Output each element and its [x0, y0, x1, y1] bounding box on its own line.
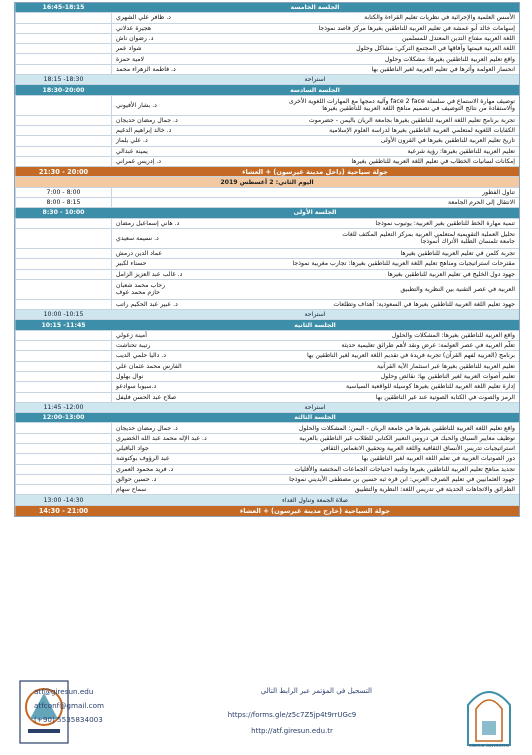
time-cell: 11:45 -12:00 — [15, 403, 111, 412]
time-cell — [15, 382, 111, 391]
speaker-name: د. غالب عبد العزيز الزامل — [111, 270, 219, 279]
talk-title: تناول الفطور — [482, 188, 515, 196]
speaker-name: هجيرة عدلاني — [111, 24, 219, 33]
talk-title: توصيف مهارة الاستماع في سلسلة face 2 face وآلية دمجها مع المهارات اللغوية الأخرى — [288, 98, 515, 106]
registration-link[interactable]: https://forms.gle/z5c7Z5jp4t9rrUGc9 — [227, 711, 357, 719]
schedule-row — [15, 475, 519, 485]
time-cell — [15, 157, 111, 166]
speaker-name: د. بشار الأفيوني — [116, 101, 157, 109]
schedule-row — [15, 157, 519, 167]
talk-title: تجربة برنامج تعليم اللغة العربية للناطقين بغيرها بجامعة الريان باليمن - حضرموت — [308, 116, 515, 124]
schedule-row — [15, 188, 519, 198]
talk-title: إسهامات خالد أبو عمشة في تعليم العربية للناطقين بغيرها مركز قاصد نموذجا — [318, 24, 515, 32]
talk-title-cell — [219, 229, 519, 248]
phone-number: (+90) 5535834003 — [34, 715, 103, 724]
time-cell — [15, 44, 111, 53]
schedule-row — [15, 13, 519, 23]
talk-title: جهود دول الخليج في تعليم العربية للناطقين بغيرها — [387, 270, 515, 278]
schedule-row — [15, 280, 519, 300]
time-cell — [15, 331, 111, 340]
session-title: الجلسة السادسة — [290, 86, 340, 94]
time-cell — [15, 300, 111, 309]
speaker-name: د.سيوبا سوادعو — [111, 382, 219, 391]
talk-title: الرمز والصوت في الكتابة الصوتية عند غير الناطقين بها — [375, 393, 515, 401]
schedule-row — [15, 34, 519, 44]
speaker-name: د. فاطمة الزهراء محمد — [111, 65, 219, 74]
talk-title: العربية في عصر التقنية بين النظرية والتطبيق — [400, 285, 515, 293]
schedule-row — [15, 506, 519, 516]
speaker-name: يمينة عبدالي — [111, 147, 219, 156]
time-cell — [15, 126, 111, 135]
time-cell — [15, 24, 111, 33]
university-logo-icon — [462, 681, 516, 749]
time-cell — [15, 362, 111, 371]
talk-title: اللغة العربية قيمتها وآفاقها في المجتمع التركي: مشاكل وحلول — [356, 45, 515, 53]
schedule-row — [15, 54, 519, 64]
talk-title: تعليم العربية للناطقين بغيرها: رؤية شرعية — [407, 147, 515, 155]
talk-title: تجربة كلمن في تعليم العربية للناطقين بغيرها — [400, 250, 515, 258]
time-cell — [15, 34, 111, 43]
speaker-name: عماد الدين درمش — [111, 249, 219, 258]
speaker-name: د. داليا حلمي الديب — [111, 351, 219, 360]
talk-title-cell — [219, 280, 519, 299]
schedule-row — [15, 362, 519, 372]
schedule-row — [15, 465, 519, 475]
time-cell — [15, 341, 111, 350]
speaker-name: د. جمال رمضان حديجان — [111, 423, 219, 432]
talk-title: إدارة تعليم اللغة العربية للناطقين بغيرها كوسيلة للواقعية السياسية — [346, 383, 515, 391]
time-cell — [15, 249, 111, 258]
speaker-cell — [111, 280, 219, 299]
speaker-name: د. إدريس عمراني — [111, 157, 219, 166]
time-cell — [15, 423, 111, 432]
schedule-row — [15, 198, 519, 208]
speaker-name: رتيبة تحناشت — [111, 341, 219, 350]
time-cell — [15, 136, 111, 145]
time-cell — [15, 147, 111, 156]
time-cell — [15, 13, 111, 22]
schedule-row — [15, 65, 519, 75]
time-cell: 14:30 - 21:00 — [15, 506, 111, 516]
speaker-name: نوال بهلول — [111, 372, 219, 381]
talk-title: برنامج (العربية لفهم القرآن) تجربة فريدة في تقديم اللغة العربية لغير الناطقين بها — [306, 352, 515, 360]
schedule-row — [15, 454, 519, 464]
talk-title: تعلّم العربية في عصر العولمة: عرض ونقد لأهم طرائق تعليمية حديثة — [341, 342, 515, 350]
schedule-row — [15, 259, 519, 269]
schedule-row — [15, 116, 519, 126]
time-cell: 10:15 -11:45 — [15, 320, 111, 329]
contact-info — [34, 685, 174, 727]
schedule-row — [15, 382, 519, 392]
schedule-row — [15, 3, 519, 13]
talk-title: اللغة العربية مفتاح التدين المعتدل للمسلمين — [401, 35, 515, 43]
schedule-row — [15, 249, 519, 259]
email-link-primary[interactable]: atf@giresun.edu — [34, 687, 94, 696]
time-cell: 13:00 -14:30 — [15, 495, 111, 504]
schedule-row — [15, 219, 519, 229]
speaker-name: شواد عمر — [111, 44, 219, 53]
talk-title: مقترحات استراتيجيات ومناهج تعليم اللغة العربية للناطقين بغيرها: تجارب مغربية نموذجا — [292, 260, 515, 268]
schedule-row — [15, 75, 519, 85]
time-cell — [15, 280, 111, 299]
talk-title: الكفايات اللغوية لمتعلمي العربية الناطقين بغيرها لدراسة العلوم الإسلامية — [329, 127, 515, 135]
time-cell — [15, 485, 111, 494]
time-cell — [15, 96, 111, 115]
talk-title: إمكانات لسانيات الخطاب في تعليم اللغة العربية للناطقين بغيرها — [351, 158, 515, 165]
speaker-name: د. نسيمة سعيدي — [116, 234, 159, 242]
speaker-cell — [111, 229, 219, 248]
speaker-name — [111, 198, 219, 207]
time-cell — [15, 219, 111, 228]
time-cell — [15, 454, 111, 463]
talk-title: الأسس العلمية والإجرائية في نظريات تعليم القراءة والكتابة — [364, 14, 515, 22]
time-cell — [15, 393, 111, 402]
time-cell: 10:00 -10:15 — [15, 310, 111, 319]
time-cell: 16:45-18:15 — [15, 3, 111, 12]
speaker-name: سماح سهام — [111, 485, 219, 494]
schedule-row — [15, 372, 519, 382]
speaker-name: د. جمال رمضان حديجان — [111, 116, 219, 125]
time-cell — [15, 372, 111, 381]
time-cell — [15, 444, 111, 453]
time-cell — [15, 434, 111, 443]
talk-title: تنمية مهارة الخط للناطقين بغير العربية: يوتيوب نموذجا — [375, 219, 515, 227]
speaker-name: د. حسين حوالق — [111, 475, 219, 484]
time-cell: 18:30-20:00 — [15, 85, 111, 94]
schedule-row — [15, 300, 519, 310]
footer — [0, 677, 532, 755]
time-cell — [15, 65, 111, 74]
schedule-row — [15, 331, 519, 341]
schedule-table — [14, 2, 520, 517]
speaker-cell — [111, 96, 219, 115]
schedule-row — [15, 434, 519, 444]
schedule-row — [15, 147, 519, 157]
schedule-row — [15, 85, 519, 95]
schedule-row — [15, 351, 519, 361]
time-cell — [15, 351, 111, 360]
time-cell: 12:00-13:00 — [15, 413, 111, 422]
schedule-row — [15, 413, 519, 423]
time-cell: 8:30 - 10:00 — [15, 208, 111, 217]
speaker-name: حسناء لكبير — [111, 259, 219, 268]
email-link-secondary[interactable]: atfconf@gmail.com — [34, 701, 104, 710]
speaker-name: أمينة زعولي — [111, 331, 219, 340]
talk-title: تجديد مناهج تعليم العربية للناطقين بغيرها وتلبية احتياجات الجماعات المختصة والأقليات — [294, 465, 515, 473]
speaker-name: الفارس محمد عثمان علي — [111, 362, 219, 371]
talk-title: تحليل العملية التقويمية لمتعلمي العربية بمركز التعليم المكثف للغات — [342, 231, 515, 239]
schedule-row — [15, 208, 519, 218]
speaker-name: د. عبد الإله محمد عبد الله الخضيري — [111, 434, 219, 443]
schedule-row — [15, 341, 519, 351]
session-title: الجلسة الأولى — [293, 209, 337, 217]
speaker-name: د. ظافر علي الشهري — [111, 13, 219, 22]
time-cell: 18:15 -18:30 — [15, 75, 111, 84]
tour-label: جولة السياحية (خارج مدينة غيرسون) + العشاء — [239, 506, 391, 515]
schedule-row — [15, 24, 519, 34]
time-cell — [15, 116, 111, 125]
break-label: استراحة — [304, 76, 326, 84]
session-title: الجلسة الثالثة — [294, 414, 336, 422]
tour-label: جولة سياحية (داخل مدينة غيرسون) + العشاء — [242, 167, 388, 176]
speaker-name: د. خالد إبراهيم الدغيم — [111, 126, 219, 135]
talk-title: جهود العثمانيين في تعليم الصرف العربي: ابن قره ثبه حسين بن مصطفى الأيديني نموذجا — [289, 476, 515, 484]
schedule-row — [15, 320, 519, 330]
schedule-row — [15, 495, 519, 505]
speaker-name: د. علي يلماز — [111, 136, 219, 145]
speaker-name: عبد الرؤوف بوكتوشة — [111, 454, 219, 463]
break-label: صلاة الجمعة وتناول الغداء — [282, 496, 348, 504]
talk-title: دور الصوتيات العربية في تعلم اللغة العربية لغير الناطقين بها — [361, 455, 515, 463]
speaker-name: حازم محمد عوف — [116, 289, 160, 297]
talk-title: جامعة تلمسان الطلبة الأتراك أنموذجا — [420, 238, 515, 246]
schedule-row — [15, 310, 519, 320]
speaker-name: صلاح عبد الحسن فليفل — [111, 393, 219, 402]
schedule-row — [15, 44, 519, 54]
time-cell — [15, 54, 111, 63]
speaker-name: جواد الباقيلي — [111, 444, 219, 453]
website-link[interactable]: http://atf.giresun.edu.tr — [251, 727, 333, 735]
schedule-row — [15, 96, 519, 116]
schedule-row — [15, 403, 519, 413]
speaker-name: لامية حمزة — [111, 54, 219, 63]
time-cell: 21:30 - 20:00 — [15, 167, 111, 176]
schedule-row — [15, 444, 519, 454]
registration-label: التسجيل في المؤتمر عبر الرابط التالي — [260, 687, 372, 695]
talk-title: تعليم العربية للناطقين بغيرها عبر استثمار الآية القرآنية — [377, 362, 515, 370]
time-cell — [15, 259, 111, 268]
break-label: استراحة — [304, 403, 326, 411]
talk-title: استراتيجيات تدريس الأنساق الثقافية واللغة العربية وتحقيق الانغماس الثقافي — [320, 445, 515, 453]
talk-title: توظيف معايير السياق والحبك في دروس التعبير الكتابي للطلاب غير الناطقين بالعربية — [299, 434, 515, 442]
talk-title: واقع تعليم اللغة العربية للناطقين بغيرها في جامعة الريان - اليمن: المشكلات والحلول — [298, 424, 515, 432]
break-label: استراحة — [304, 311, 326, 319]
session-title: الجلسة الثانية — [294, 321, 336, 329]
time-cell: 8:00 - 8:15 — [15, 198, 111, 207]
speaker-name — [111, 188, 219, 197]
talk-title: والاستفادة من نتائج التوصيف في تصميم مناهج اللغة العربية للناطقين بغيرها — [322, 105, 515, 113]
schedule-row — [15, 126, 519, 136]
schedule-row — [15, 423, 519, 433]
schedule-row — [15, 167, 519, 177]
schedule-row — [15, 229, 519, 249]
talk-title: واقع تعليم العربية للناطقين بغيرها: مشكلات وحلول — [384, 55, 515, 63]
time-cell: 7:00 - 8:00 — [15, 188, 111, 197]
schedule-row — [15, 136, 519, 146]
time-cell — [15, 475, 111, 484]
time-cell — [15, 270, 111, 279]
talk-title: جهود تعليم اللغة العربية للناطقين بغيرها في السعودية: أهداف وتطلعات — [333, 300, 515, 308]
speaker-name: د. فريد محمود العمري — [111, 465, 219, 474]
schedule-row — [15, 177, 519, 187]
speaker-name: د. هاني إسماعيل رمضان — [111, 219, 219, 228]
schedule-row — [15, 485, 519, 495]
talk-title: واقع العربية للناطقين بغيرها: المشكلات والحلول — [391, 331, 515, 339]
speaker-name: د. عبير عبد الحكيم راتب — [111, 300, 219, 309]
time-cell — [15, 465, 111, 474]
talk-title: تاريخ تعليم العربية للناطقين بغيرها في القرون الأولى — [380, 137, 515, 145]
talk-title: الطرائق والاتجاهات الحديثة في تدريس اللغة: النظرية والتطبيق — [354, 486, 515, 494]
talk-title-cell — [219, 96, 519, 115]
time-cell — [15, 229, 111, 248]
schedule-row — [15, 393, 519, 403]
talk-title: انحسار العولمة وأثرها في تعليم العربية لغير الناطقين بها — [371, 65, 515, 73]
schedule-row — [15, 270, 519, 280]
talk-title: الانتقال إلى الحرم الجامعة — [448, 199, 515, 207]
day-title: اليوم الثاني: 2 أغسطس 2019 — [220, 178, 314, 186]
talk-title: تعليم أصوات العربية لغير الناطقين بها: نقائص وحلول — [380, 373, 515, 381]
session-title: الجلسة الخامسة — [290, 4, 340, 12]
speaker-name: د. رضوان ناش — [111, 34, 219, 43]
university-logo-text: GİRESUN ÜNİVERSİTESİ — [469, 744, 509, 748]
speaker-name: رحاب محمد شعبان — [116, 282, 166, 290]
